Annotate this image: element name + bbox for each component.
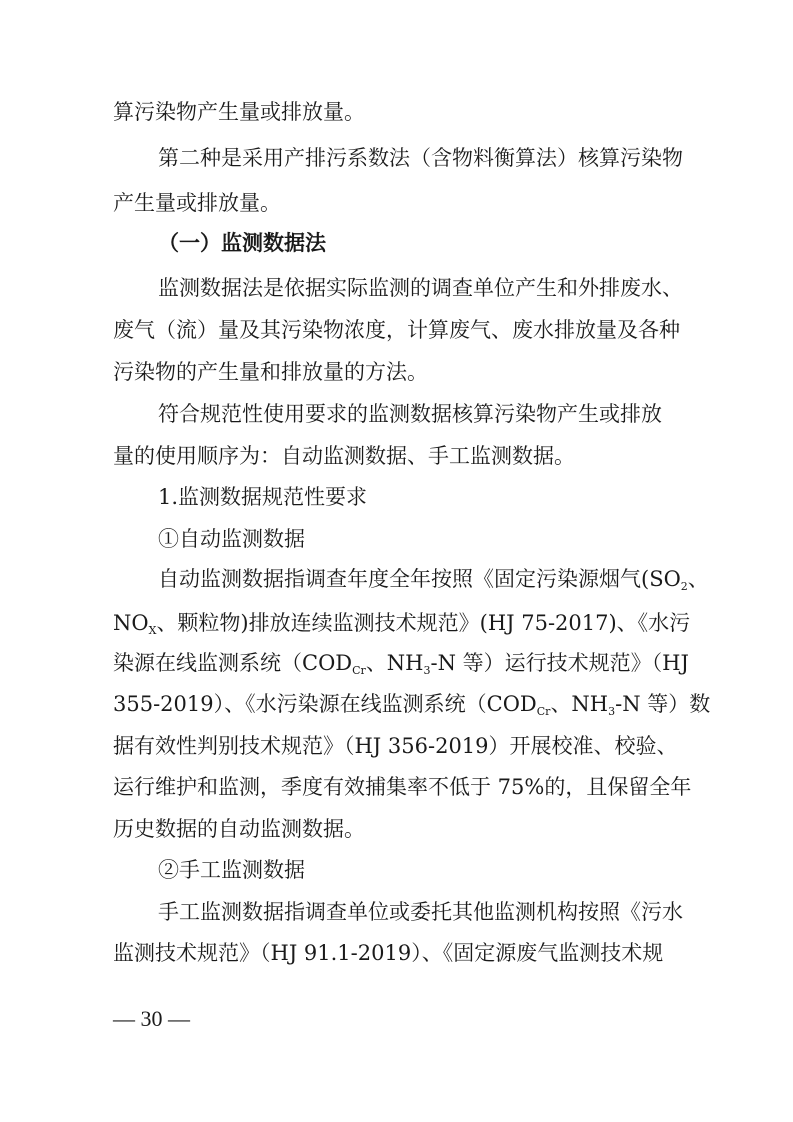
subscript: 2 — [680, 580, 688, 593]
text-run: 量的使用顺序为：自动监测数据、手工监测数据。 — [113, 444, 575, 468]
text-line — [113, 689, 773, 719]
text-run: 符合规范性使用要求的监测数据核算污染物产生或排放 — [158, 402, 662, 426]
text-run: -N 等）运行技术规范》（HJ — [430, 651, 689, 675]
subscript: X — [148, 624, 157, 637]
text-run: 、NH — [365, 651, 424, 675]
page-number: — 30 — — [113, 1006, 190, 1031]
text-line — [113, 315, 773, 345]
text-line — [158, 482, 773, 512]
text-run: 自动监测数据指调查年度全年按照《固定污染源烟气(SO — [158, 567, 681, 591]
text-line — [113, 814, 773, 844]
text-run: 运行维护和监测，季度有效捕集率不低于 75%的，且保留全年 — [113, 775, 692, 799]
subscript: 3 — [608, 705, 616, 718]
text-line — [158, 564, 773, 594]
text-run: 第二种是采用产排污系数法（含物料衡算法）核算污染物 — [158, 146, 683, 170]
text-line — [113, 188, 773, 218]
text-line — [113, 648, 773, 678]
text-run: 、NH — [550, 692, 609, 716]
text-line — [113, 731, 773, 761]
section-heading — [158, 228, 773, 258]
text-run: ②手工监测数据 — [158, 858, 305, 882]
text-line — [158, 399, 773, 429]
text-run: 产生量或排放量。 — [113, 191, 281, 215]
text-run: 1.监测数据规范性要求 — [158, 485, 368, 509]
text-line — [113, 441, 773, 471]
text-line — [158, 855, 773, 885]
text-run: 355-2019）、《水污染源在线监测系统（COD — [113, 692, 537, 716]
text-line — [113, 97, 773, 127]
text-line — [113, 357, 773, 387]
text-run: 染源在线监测系统（COD — [113, 651, 353, 675]
text-run: 监测数据法是依据实际监测的调查单位产生和外排废水、 — [158, 276, 683, 300]
text-run: NO — [113, 611, 149, 635]
text-run: 、颗粒物)排放连续监测技术规范》(HJ 75-2017)、《水污 — [156, 611, 691, 635]
text-line — [113, 772, 773, 802]
text-run: 据有效性判别技术规范》（HJ 356-2019）开展校准、校验、 — [113, 734, 678, 758]
text-line — [158, 143, 773, 173]
text-run: （一）监测数据法 — [158, 231, 326, 255]
text-run: 历史数据的自动监测数据。 — [113, 817, 365, 841]
text-run: 手工监测数据指调查单位或委托其他监测机构按照《污水 — [158, 900, 683, 924]
subscript: Cr — [536, 705, 551, 718]
text-line — [158, 897, 773, 927]
text-run: ①自动监测数据 — [158, 527, 305, 551]
text-run: 污染物的产生量和排放量的方法。 — [113, 360, 428, 384]
text-run: 监测技术规范》（HJ 91.1-2019）、《固定源废气监测技术规 — [113, 941, 664, 965]
subscript: Cr — [352, 664, 366, 677]
text-run: 废气（流）量及其污染物浓度，计算废气、废水排放量及各种 — [113, 318, 680, 342]
text-line — [158, 524, 773, 554]
text-run: -N 等）数 — [615, 692, 711, 716]
text-run: 、 — [687, 567, 709, 591]
text-line — [113, 938, 773, 968]
text-line — [158, 273, 773, 303]
text-run: 算污染物产生量或排放量。 — [113, 100, 365, 124]
text-line — [113, 608, 773, 638]
subscript: 3 — [423, 664, 431, 677]
